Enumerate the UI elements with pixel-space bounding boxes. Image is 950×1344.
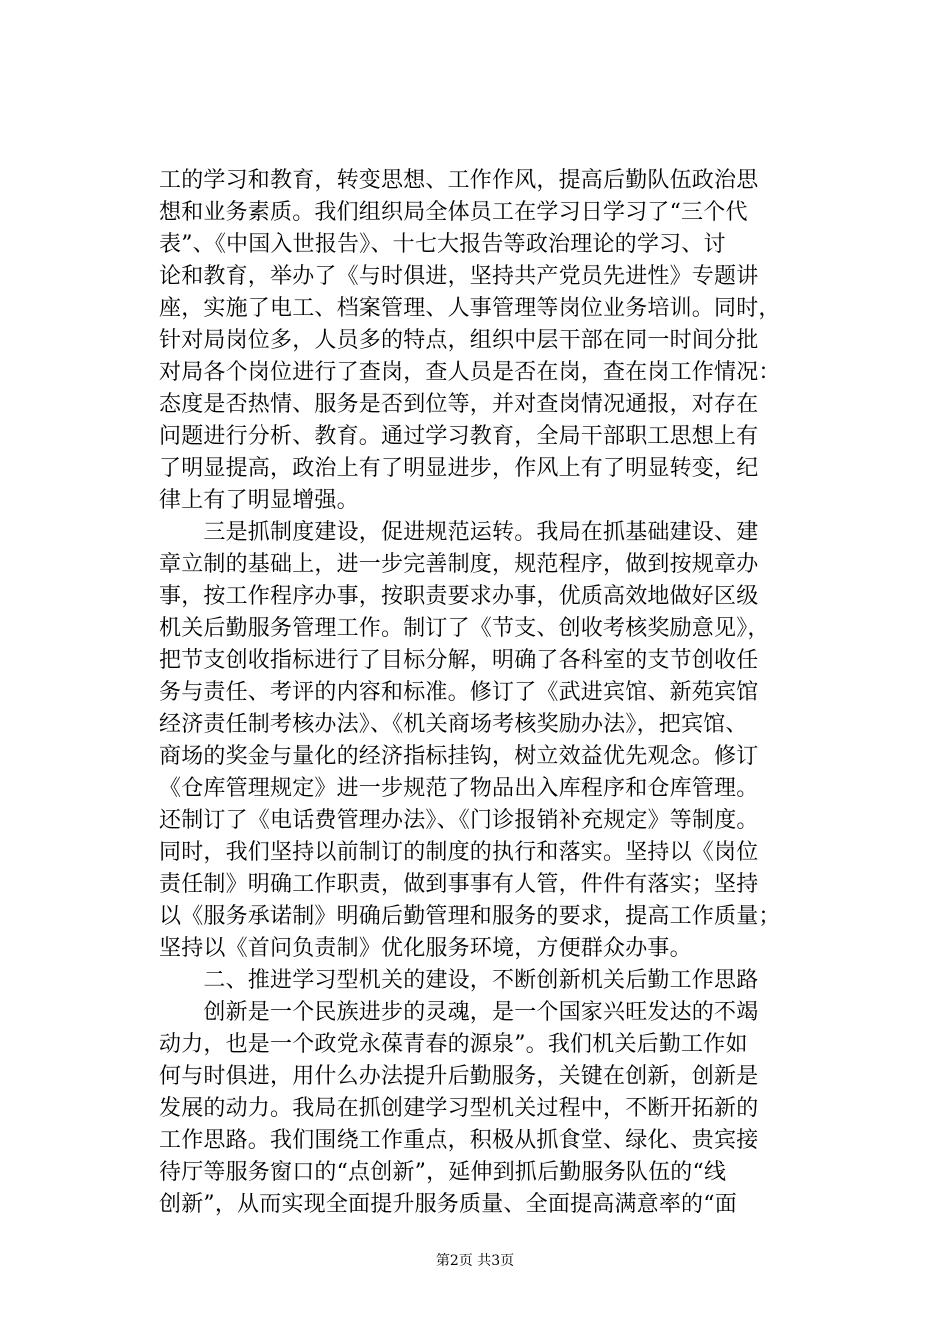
text-line: 创新”，从而实现全面提升服务质量、全面提高满意率的“面 xyxy=(159,1192,737,1217)
text-line: 坚持以《首问负责制》优化服务环境，方便群众办事。 xyxy=(159,936,692,961)
text-line: 动力，也是一个政党永葆青春的源泉”。我们机关后勤工作如 xyxy=(159,1032,748,1057)
text-line: 商场的奖金与量化的经济指标挂钩，树立效益优先观念。修订 xyxy=(159,744,759,769)
text-line: 同时，我们坚持以前制订的制度的执行和落实。坚持以《岗位 xyxy=(159,840,759,865)
text-line: 章立制的基础上，进一步完善制度，规范程序，做到按规章办 xyxy=(159,552,759,577)
text-line: 针对局岗位多，人员多的特点，组织中层干部在同一时间分批 xyxy=(159,328,759,353)
text-line: 态度是否热情、服务是否到位等，并对查岗情况通报，对存在 xyxy=(159,392,759,417)
text-line: 律上有了明显增强。 xyxy=(159,488,359,513)
text-line: 对局各个岗位进行了查岗，查人员是否在岗，查在岗工作情况： xyxy=(159,360,781,385)
page-footer: 第2页 共3页 xyxy=(435,1253,515,1269)
text-line: 三是抓制度建设，促进规范运转。我局在抓基础建设、建 xyxy=(159,520,759,545)
text-line: 机关后勤服务管理工作。制订了《节支、创收考核奖励意见》， xyxy=(159,616,770,641)
text-line: 座，实施了电工、档案管理、人事管理等岗位业务培训。同时， xyxy=(159,296,781,321)
text-line: 二、推进学习型机关的建设，不断创新机关后勤工作思路 xyxy=(159,968,759,993)
text-line: 事，按工作程序办事，按职责要求办事，优质高效地做好区级 xyxy=(159,584,759,609)
text-line: 经济责任制考核办法》、《机关商场考核奖励办法》，把宾馆、 xyxy=(159,712,748,737)
text-line: 了明显提高，政治上有了明显进步，作风上有了明显转变，纪 xyxy=(159,456,759,481)
text-line: 还制订了《电话费管理办法》、《门诊报销补充规定》等制度。 xyxy=(159,808,759,833)
text-line: 论和教育，举办了《与时俱进，坚持共产党员先进性》专题讲 xyxy=(159,264,759,289)
text-line: 发展的动力。我局在抓创建学习型机关过程中，不断开拓新的 xyxy=(159,1096,759,1121)
text-line: 表”、《中国入世报告》、十七大报告等政治理论的学习、讨 xyxy=(159,232,726,257)
text-line: 把节支创收指标进行了目标分解，明确了各科室的支节创收任 xyxy=(159,648,759,673)
text-line: 工作思路。我们围绕工作重点，积极从抓食堂、绿化、贵宾接 xyxy=(159,1128,759,1153)
text-line: 创新是一个民族进步的灵魂，是一个国家兴旺发达的不竭 xyxy=(159,1000,759,1025)
text-line: 想和业务素质。我们组织局全体员工在学习日学习了“三个代 xyxy=(159,200,748,225)
body-text xyxy=(159,165,831,1221)
text-line: 《仓库管理规定》进一步规范了物品出入库程序和仓库管理。 xyxy=(159,776,759,801)
text-line: 责任制》明确工作职责，做到事事有人管，件件有落实；坚持 xyxy=(159,872,759,897)
text-line: 以《服务承诺制》明确后勤管理和服务的要求，提高工作质量； xyxy=(159,904,781,929)
text-line: 待厅等服务窗口的“点创新”，延伸到抓后勤服务队伍的“线 xyxy=(159,1160,727,1185)
text-line: 务与责任、考评的内容和标准。修订了《武进宾馆、新苑宾馆 xyxy=(159,680,759,705)
text-line: 工的学习和教育，转变思想、工作作风，提高后勤队伍政治思 xyxy=(159,168,759,193)
text-line: 问题进行分析、教育。通过学习教育，全局干部职工思想上有 xyxy=(159,424,759,449)
text-line: 何与时俱进，用什么办法提升后勤服务，关键在创新，创新是 xyxy=(159,1064,759,1089)
